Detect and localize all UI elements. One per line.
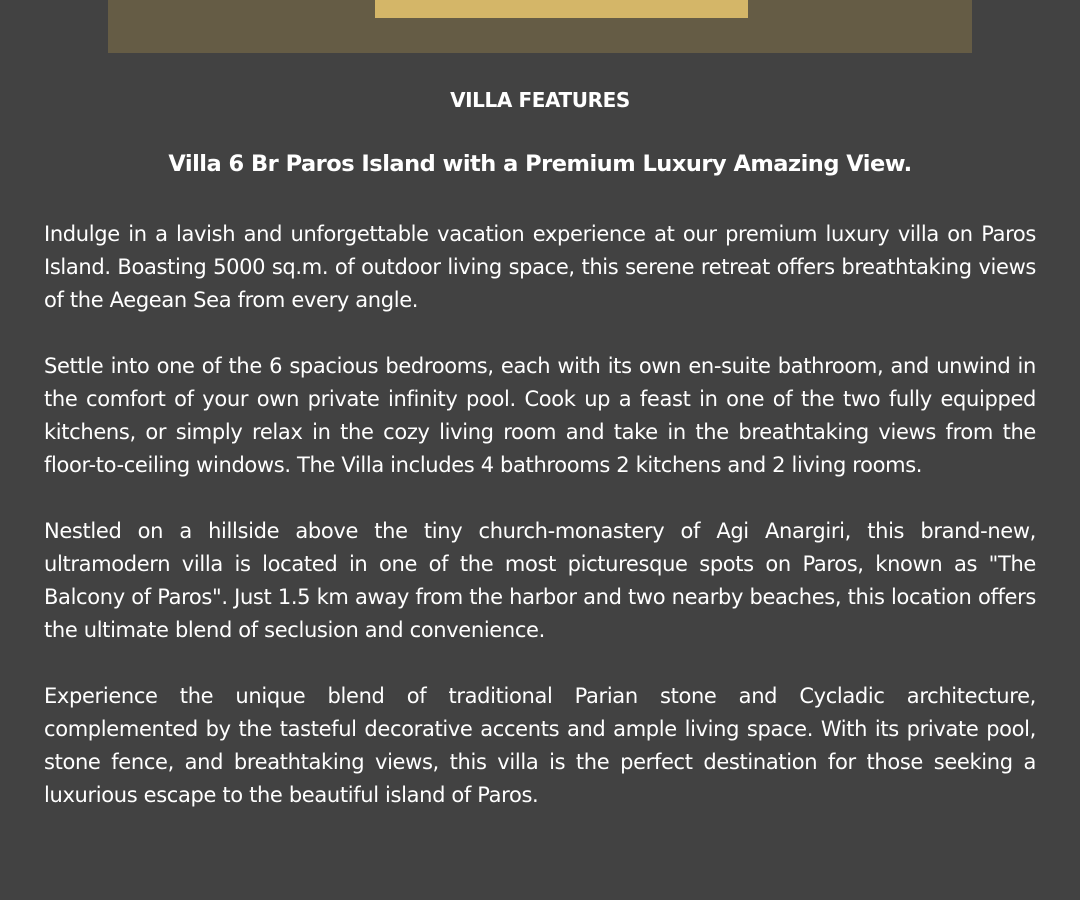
top-banner-panel <box>108 0 972 53</box>
villa-title: Villa 6 Br Paros Island with a Premium Luxury Amazing View. <box>168 151 912 177</box>
description-paragraph: Indulge in a lavish and unforgettable vacation experience at our premium luxury villa on Paros Island. Boasting 5000 sq.m. of outdoor living space, this serene retreat offers breathtaking views of the Aegean Sea from every angle. <box>44 222 1036 312</box>
section-heading: VILLA FEATURES <box>450 88 630 112</box>
description-paragraph: Nestled on a hillside above the tiny church-monastery of Agi Anargiri, this brand-new, ultramodern villa is located in one of the most picturesque spots on Paros, known as "The Balcony of Paros". Just 1.5 km away from the harbor and two nearby beaches, this location offers the ultimate blend of seclusion and convenience. <box>44 519 1036 642</box>
description-paragraph: Settle into one of the 6 spacious bedrooms, each with its own en-suite bathroom, and unwind in the comfort of your own private infinity pool. Cook up a feast in one of the two fully equipped kitchens, or simply relax in the cozy living room and take in the breathtaking views from the floor-to-ceiling windows. The Villa includes 4 bathrooms 2 kitchens and 2 living rooms. <box>44 354 1036 477</box>
gold-action-button[interactable] <box>375 0 748 18</box>
description-paragraph: Experience the unique blend of traditional Parian stone and Cycladic architecture, complemented by the tasteful decorative accents and ample living space. With its private pool, stone fence, and breathtaking views, this villa is the perfect destination for those seeking a luxurious escape to the beautiful island of Paros. <box>44 684 1036 807</box>
villa-description <box>44 218 1036 845</box>
